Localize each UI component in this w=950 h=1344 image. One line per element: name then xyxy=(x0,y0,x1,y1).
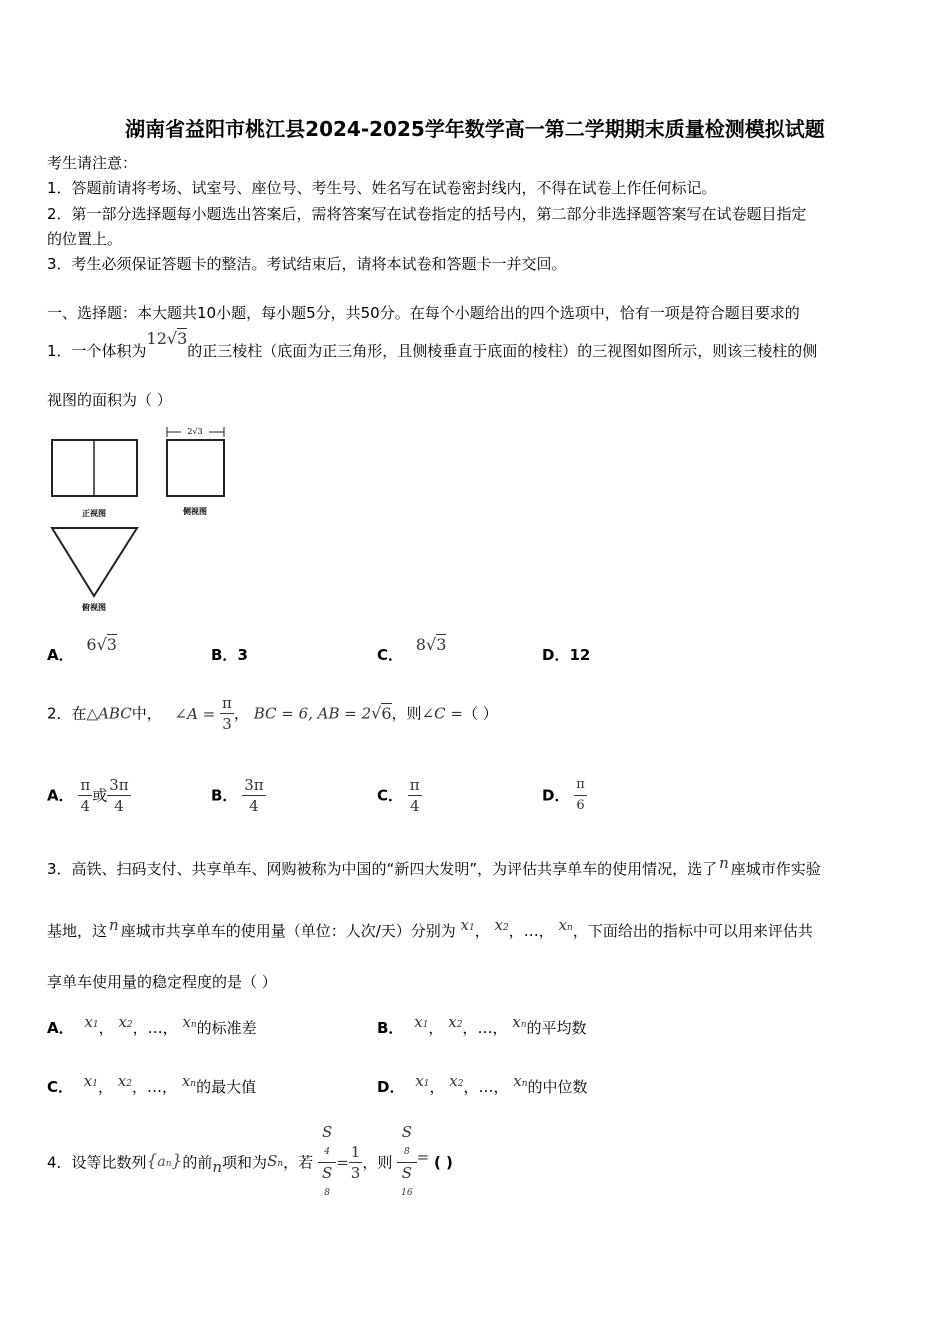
option-label: B． xyxy=(211,646,238,664)
sub-2: 2 xyxy=(456,1020,463,1030)
var-x: x xyxy=(118,1013,127,1031)
option-label: B． xyxy=(211,786,238,805)
q4-frac-s4-s8 xyxy=(318,1122,336,1203)
q1-stem xyxy=(47,329,818,361)
q2-option-b xyxy=(211,775,266,816)
q2-root6: √6 xyxy=(371,703,392,723)
q2-c-frac xyxy=(408,775,422,816)
x2 xyxy=(118,1013,132,1031)
option-label: B． xyxy=(377,1019,404,1037)
side-dim-label: 2√3 xyxy=(187,427,203,436)
frac-den: 4 xyxy=(409,797,420,815)
sep: ， xyxy=(132,1019,148,1037)
q1-option-d xyxy=(542,644,590,665)
frac-den: 3 xyxy=(350,1164,361,1182)
q4-seq: {an} xyxy=(146,1151,183,1171)
notice-item-2: 2．第一部分选择题每小题选出答案后，需将答案写在试卷指定的括号内，第二部分非选择题答案写在试卷题目指定 xyxy=(47,205,807,223)
frac-den: 4 xyxy=(114,797,124,815)
page-title: 湖南省益阳市桃江县2024-2025学年数学高一第二学期期末质量检测模拟试题 xyxy=(125,117,825,141)
q4-eq2: = xyxy=(416,1147,430,1166)
q3-n: n xyxy=(109,916,119,934)
xn xyxy=(512,1013,526,1031)
sep: ， xyxy=(462,1019,478,1037)
q3-xn xyxy=(559,916,573,934)
q2-comma: ， xyxy=(233,704,249,723)
q2-pi-over-3 xyxy=(220,693,234,734)
top-view-label: 俯视图 xyxy=(82,603,106,612)
x1 xyxy=(84,1072,98,1090)
sub-2: 2 xyxy=(457,1079,464,1089)
frac-num: π xyxy=(222,694,232,712)
q4-frac-1-3 xyxy=(349,1142,363,1183)
q2-b-frac xyxy=(242,775,265,816)
q1-a-coef: 6 xyxy=(86,635,97,654)
q3-b-text: 的平均数 xyxy=(526,1019,587,1037)
x1 xyxy=(414,1013,428,1031)
q3-n: n xyxy=(719,854,729,872)
var-s: S xyxy=(321,1123,333,1141)
var-x: x xyxy=(448,1013,457,1031)
q4-n: n xyxy=(212,1157,223,1176)
sep: ， xyxy=(463,1078,479,1096)
sub-1: 1 xyxy=(92,1020,99,1030)
sep: ， xyxy=(508,922,524,940)
var-x: x xyxy=(512,1013,521,1031)
q3-option-a xyxy=(47,1013,257,1038)
sub-n: n xyxy=(567,923,573,933)
notice-heading: 考生请注意： xyxy=(47,154,138,172)
q2-option-d xyxy=(542,775,587,816)
sub-8: 8 xyxy=(404,1147,410,1157)
q2-condition: BC = 6, AB = 2 xyxy=(253,704,372,723)
frac-den xyxy=(397,1163,416,1203)
sub-1: 1 xyxy=(423,1079,430,1089)
frac-den: 4 xyxy=(80,797,91,815)
sep: ， xyxy=(98,1078,114,1096)
sub-2: 2 xyxy=(126,1020,133,1030)
q2-post: ，则 xyxy=(391,704,422,723)
var-x: x xyxy=(83,1072,93,1090)
q3-option-c xyxy=(47,1072,257,1097)
dots: …， xyxy=(523,922,554,940)
q3-stem-line3: 享单车使用量的稳定程度的是（ ） xyxy=(47,973,277,991)
option-label: C． xyxy=(47,1078,74,1096)
x2 xyxy=(449,1072,463,1090)
q4-pre: 4．设等比数列 xyxy=(47,1153,147,1172)
dots: …， xyxy=(147,1019,178,1037)
q4-frac-s8-s16 xyxy=(397,1122,416,1203)
option-label: C． xyxy=(377,786,404,805)
q1-stem-line2: 视图的面积为（ ） xyxy=(47,391,172,409)
q4-seq-sub: n xyxy=(165,1159,172,1169)
var-s: S xyxy=(321,1164,333,1182)
frac-den xyxy=(318,1163,336,1203)
sub-1: 1 xyxy=(469,923,475,933)
q2-mid: 中， xyxy=(131,704,162,723)
option-label: D． xyxy=(542,786,570,805)
q4-mid4: ，则 xyxy=(362,1153,393,1172)
q1-a-value: 6√3 xyxy=(86,635,117,654)
sub-n: n xyxy=(277,1159,284,1169)
q2-stem xyxy=(47,693,498,734)
x2 xyxy=(448,1013,462,1031)
var-s: S xyxy=(267,1152,278,1170)
frac-num: 3π xyxy=(109,776,129,794)
q1-a-rad: 3 xyxy=(106,635,117,654)
q1-d-value: 12 xyxy=(569,646,591,664)
q3-d-text: 的中位数 xyxy=(527,1078,588,1096)
q2-answer-paren: （ ） xyxy=(462,704,498,723)
q1-post: 的正三棱柱（底面为正三角形，且侧棱垂直于底面的棱柱）的三视图如图所示，则该三棱柱的侧 xyxy=(187,342,818,360)
sub-16: 16 xyxy=(401,1188,413,1198)
q2-pre: 2．在 xyxy=(47,704,87,723)
frac-den: 4 xyxy=(249,797,259,815)
option-label: A． xyxy=(47,646,74,664)
side-view-rect xyxy=(167,440,224,496)
frac-num xyxy=(397,1122,416,1163)
var-x: x xyxy=(449,1072,458,1090)
var-x: x xyxy=(558,916,568,934)
q4-stem xyxy=(47,1122,453,1203)
frac-den: 6 xyxy=(576,798,585,813)
xn xyxy=(182,1072,196,1090)
dots: …， xyxy=(147,1078,178,1096)
var-x: x xyxy=(182,1013,191,1031)
sub-2: 2 xyxy=(503,923,509,933)
sep: ， xyxy=(132,1078,148,1096)
q4-mid2: 项和为 xyxy=(222,1153,268,1172)
q4-eq: = xyxy=(336,1153,349,1172)
option-label: C． xyxy=(377,646,404,664)
q3-stem-line1 xyxy=(47,854,821,879)
q1-option-b xyxy=(211,644,248,665)
var-s: S xyxy=(401,1164,412,1182)
var-x: x xyxy=(513,1072,522,1090)
q3-x1 xyxy=(461,916,475,934)
q3-l2a: 基地，这 xyxy=(47,922,108,940)
sub-n: n xyxy=(190,1020,197,1030)
q1-b-value: 3 xyxy=(237,646,248,664)
q2-triangle: △ABC xyxy=(86,704,132,723)
q3-a-text: 的标准差 xyxy=(196,1019,257,1037)
q2-root6-rad: 6 xyxy=(381,703,392,723)
q2-d-frac xyxy=(574,775,587,816)
q3-c-text: 的最大值 xyxy=(196,1078,257,1096)
dots: …， xyxy=(477,1019,508,1037)
notice-item-2-cont: 的位置上。 xyxy=(47,230,123,248)
sep: ， xyxy=(474,922,490,940)
frac-num: π xyxy=(574,775,587,796)
q2-a-or: 或 xyxy=(92,786,108,805)
var-x: x xyxy=(494,916,503,934)
x2 xyxy=(118,1072,132,1090)
q1-volume: 12√3 xyxy=(146,329,188,348)
side-view-label: 侧视图 xyxy=(183,507,207,516)
q4-answer-paren: ( ) xyxy=(433,1153,453,1172)
sub-n: n xyxy=(521,1079,528,1089)
option-label: D． xyxy=(542,646,570,664)
q2-option-c xyxy=(377,775,422,816)
q3-l1b: 座城市作实验 xyxy=(730,860,821,878)
sub-n: n xyxy=(520,1020,527,1030)
var-x: x xyxy=(460,916,469,934)
xn xyxy=(182,1013,196,1031)
frac-num: 1 xyxy=(350,1143,361,1161)
q3-l2c: ，下面给出的指标中可以用来评估共 xyxy=(572,922,813,940)
q1-vol-coef: 12 xyxy=(146,329,167,348)
sub-8: 8 xyxy=(324,1188,330,1198)
q1-c-value: 8√3 xyxy=(415,635,447,654)
q3-l1a: 3．高铁、扫码支付、共享单车、网购被称为中国的“新四大发明”，为评估共享单车的使用情况，选了 xyxy=(47,860,718,878)
frac-den: 3 xyxy=(222,715,232,733)
frac-num xyxy=(318,1122,336,1163)
q2-option-a xyxy=(47,775,131,816)
q2-a-frac2 xyxy=(107,775,130,816)
frac-num: π xyxy=(409,776,420,794)
sub-4: 4 xyxy=(324,1147,330,1157)
q1-vol-rad: 3 xyxy=(177,329,188,348)
xn xyxy=(513,1072,527,1090)
q1-c-coef: 8 xyxy=(415,635,426,654)
x1 xyxy=(84,1013,98,1031)
q1-option-a xyxy=(47,635,117,665)
top-view-triangle xyxy=(52,528,137,596)
q1-c-rad: 3 xyxy=(436,635,447,654)
notice-item-3: 3．考生必须保证答题卡的整洁。考试结束后，请将本试卷和答题卡一并交回。 xyxy=(47,255,567,273)
sep: ， xyxy=(429,1078,445,1096)
q2-a-frac1 xyxy=(78,775,92,816)
sub-1: 1 xyxy=(92,1079,98,1089)
var-x: x xyxy=(117,1072,127,1090)
option-label: A． xyxy=(47,1019,74,1037)
x1 xyxy=(415,1072,429,1090)
q1-three-view-figure xyxy=(45,420,245,615)
q4-seq-a: a xyxy=(157,1154,166,1170)
q3-option-b xyxy=(377,1013,587,1038)
q4-mid3: ，若 xyxy=(283,1153,314,1172)
frac-num: 3π xyxy=(244,776,264,794)
option-label: D． xyxy=(377,1078,405,1096)
var-s: S xyxy=(401,1123,412,1141)
var-x: x xyxy=(84,1013,93,1031)
q1-option-c xyxy=(377,635,447,665)
q3-stem-line2 xyxy=(47,916,813,941)
q1-pre: 1．一个体积为 xyxy=(47,342,147,360)
q2-angle-a: ∠A = xyxy=(174,704,216,723)
q4-mid1: 的前 xyxy=(182,1153,213,1172)
sub-2: 2 xyxy=(126,1079,132,1089)
dots: …， xyxy=(478,1078,509,1096)
q3-option-d xyxy=(377,1072,588,1097)
q2-angle-c: ∠C = xyxy=(421,704,463,723)
sub-n: n xyxy=(190,1079,197,1089)
var-x: x xyxy=(181,1072,191,1090)
var-x: x xyxy=(415,1072,424,1090)
sub-1: 1 xyxy=(422,1020,429,1030)
q3-l2b: 座城市共享单车的使用量（单位：人次/天）分别为 xyxy=(120,922,456,940)
section-heading: 一、选择题：本大题共10小题，每小题5分，共50分。在每个小题给出的四个选项中，恰有一项是符合题目要求的 xyxy=(47,304,800,322)
var-x: x xyxy=(414,1013,423,1031)
option-label: A． xyxy=(47,786,74,805)
q3-x2 xyxy=(495,916,509,934)
sep: ， xyxy=(98,1019,114,1037)
frac-num: π xyxy=(80,776,91,794)
front-view-label: 正视图 xyxy=(82,509,106,518)
q4-sn xyxy=(267,1152,283,1170)
sep: ， xyxy=(428,1019,444,1037)
notice-item-1: 1．答题前请将考场、试室号、座位号、考生号、姓名写在试卷密封线内，不得在试卷上作任何标记。 xyxy=(47,179,717,197)
